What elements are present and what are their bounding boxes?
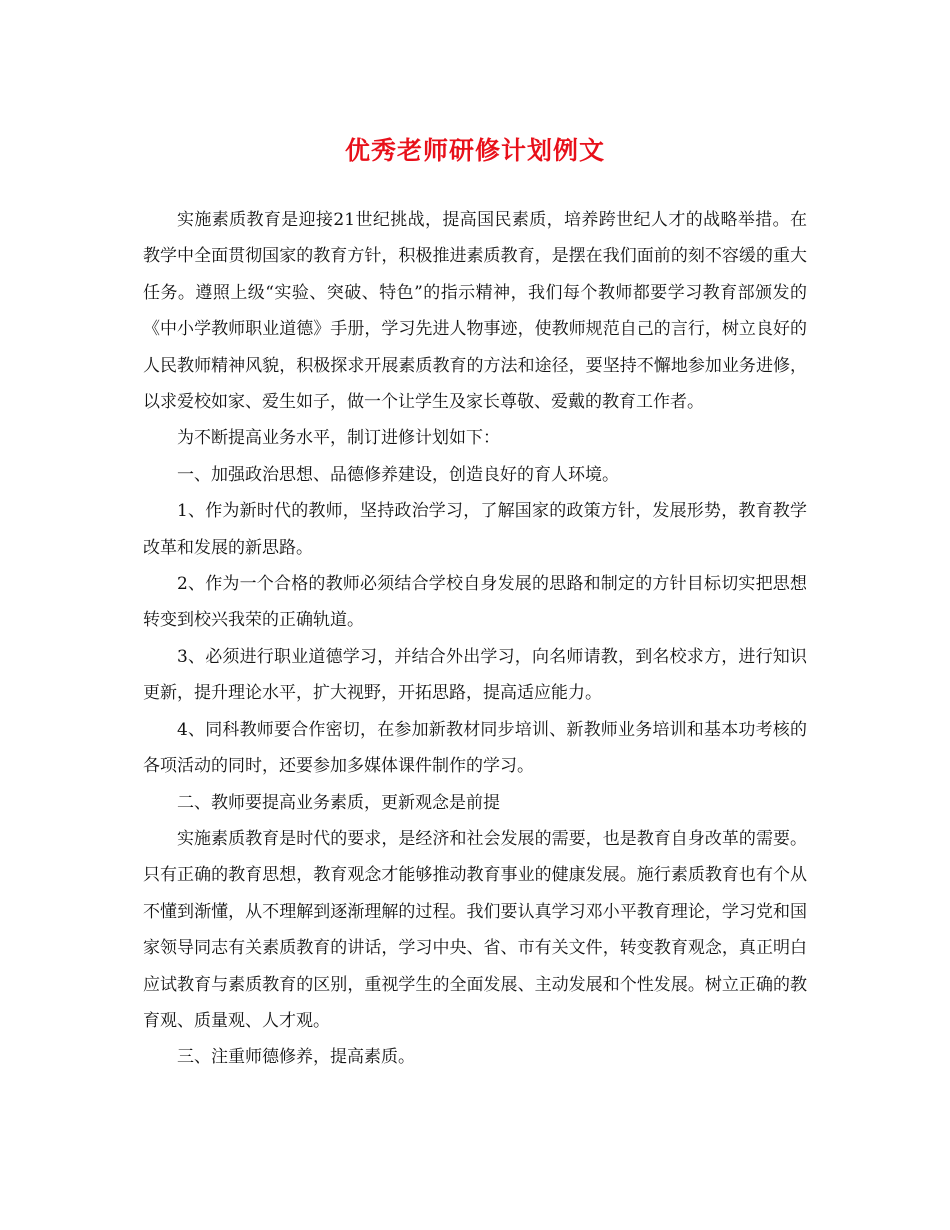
document-body <box>143 202 807 1076</box>
paragraph: 实施素质教育是迎接21世纪挑战，提高国民素质，培养跨世纪人才的战略举措。在教学中全面贯彻国家的教育方针，积极推进素质教育，是摆在我们面前的刻不容缓的重大任务。遵照上级“实验、突破、特色”的指示精神，我们每个教师都要学习教育部颁发的《中小学教师职业道德》手册，学习先进人物事迹，使教师规范自己的言行，树立良好的人民教师精神风貌，积极探求开展素质教育的方法和途径，要坚持不懈地参加业务进修，以求爱校如家、爱生如子，做一个让学生及家长尊敬、爱戴的教育工作者。 <box>143 210 807 413</box>
paragraph: 实施素质教育是时代的要求，是经济和社会发展的需要，也是教育自身改革的需要。只有正确的教育思想，教育观念才能够推动教育事业的健康发展。施行素质教育也有个从不懂到渐懂，从不理解到逐渐理解的过程。我们要认真学习邓小平教育理论，学习党和国家领导同志有关素质教育的讲话，学习中央、省、市有关文件，转变教育观念，真正明白应试教育与素质教育的区别，重视学生的全面发展、主动发展和个性发展。树立正确的教育观、质量观、人才观。 <box>143 828 807 1031</box>
section-heading: 二、教师要提高业务素质，更新观念是前提 <box>177 792 500 813</box>
section-heading: 一、加强政治思想、品德修养建设，创造良好的育人环境。 <box>177 464 619 485</box>
list-item: 1、作为新时代的教师，坚持政治学习，了解国家的政策方针，发展形势，教育教学改革和发展的新思路。 <box>143 501 807 558</box>
paragraph: 为不断提高业务水平，制订进修计划如下： <box>177 428 500 449</box>
section-heading: 三、注重师德修养，提高素质。 <box>177 1047 415 1068</box>
document-title: 优秀老师研修计划例文 <box>344 136 605 165</box>
list-item: 2、作为一个合格的教师必须结合学校自身发展的思路和制定的方针目标切实把思想转变到校兴我荣的正确轨道。 <box>143 574 807 631</box>
list-item: 4、同科教师要合作密切，在参加新教材同步培训、新教师业务培训和基本功考核的各项活动的同时，还要参加多媒体课件制作的学习。 <box>143 719 807 777</box>
list-item: 3、必须进行职业道德学习，并结合外出学习，向名师请教，到名校求方，进行知识更新，提升理论水平，扩大视野，开拓思路，提高适应能力。 <box>143 646 807 704</box>
